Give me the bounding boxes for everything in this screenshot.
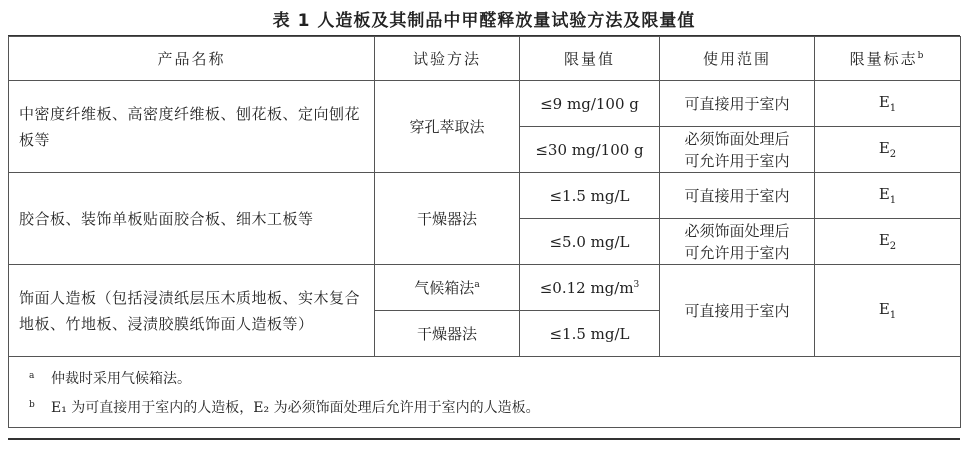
mark-cell: $E_2$ xyxy=(815,219,961,265)
limit-cell: ≤5.0 mg/L xyxy=(520,219,660,265)
table-title: 表 1 人造板及其制品中甲醛释放量试验方法及限量值 xyxy=(272,11,696,31)
table-row xyxy=(9,265,961,311)
scope-cell: 必须饰面处理后 可允许用于室内 xyxy=(660,127,815,173)
scope-cell: 可直接用于室内 xyxy=(660,81,815,127)
footnote-row xyxy=(9,357,961,428)
mark-cell: $E_1$ xyxy=(815,173,961,219)
product-cell-fiberboard: 中密度纤维板、高密度纤维板、刨花板、定向刨花板等 xyxy=(9,81,375,173)
limit-cell: ≤30 mg/100 g xyxy=(520,127,660,173)
scope-cell: 必须饰面处理后 可允许用于室内 xyxy=(660,219,815,265)
header-row xyxy=(9,37,961,81)
limit-cell: ≤1.5 mg/L xyxy=(520,173,660,219)
header-limit: 限量值 xyxy=(520,37,660,81)
limit-cell: ≤1.5 mg/L xyxy=(520,311,660,357)
method-cell-perforator: 穿孔萃取法 xyxy=(375,81,520,173)
method-cell-desiccator: 干燥器法 xyxy=(375,173,520,265)
header-mark: 限量标志$^b$ xyxy=(815,37,961,81)
product-cell-plywood: 胶合板、装饰单板贴面胶合板、细木工板等 xyxy=(9,173,375,265)
table-row xyxy=(9,81,961,127)
mark-cell: $E_2$ xyxy=(815,127,961,173)
footnote-b: b E₁ 为可直接用于室内的人造板，E₂ 为必须饰面处理后允许用于室内的人造板。 xyxy=(29,400,540,416)
mark-cell: $E_1$ xyxy=(815,81,961,127)
header-product: 产品名称 xyxy=(9,37,375,81)
product-cell-decorated-board: 饰面人造板（包括浸渍纸层压木质地板、实木复合地板、竹地板、浸渍胶膜纸饰面人造板等） xyxy=(9,265,375,357)
table-row xyxy=(9,173,961,219)
footnotes xyxy=(9,357,961,428)
limit-cell: ≤9 mg/100 g xyxy=(520,81,660,127)
table-bottom-rule xyxy=(8,438,960,440)
limit-cell: ≤0.12 $mg/m^3$ xyxy=(520,265,660,311)
header-method: 试验方法 xyxy=(375,37,520,81)
footnote-a: a 仲裁时采用气候箱法。 xyxy=(29,371,191,387)
header-scope: 使用范围 xyxy=(660,37,815,81)
mark-cell: $E_1$ xyxy=(815,265,961,357)
scope-cell: 可直接用于室内 xyxy=(660,265,815,357)
method-cell-desiccator: 干燥器法 xyxy=(375,311,520,357)
formaldehyde-limit-table xyxy=(8,36,961,428)
method-cell-climate-chamber: 气候箱法$^a$ xyxy=(375,265,520,311)
scope-cell: 可直接用于室内 xyxy=(660,173,815,219)
